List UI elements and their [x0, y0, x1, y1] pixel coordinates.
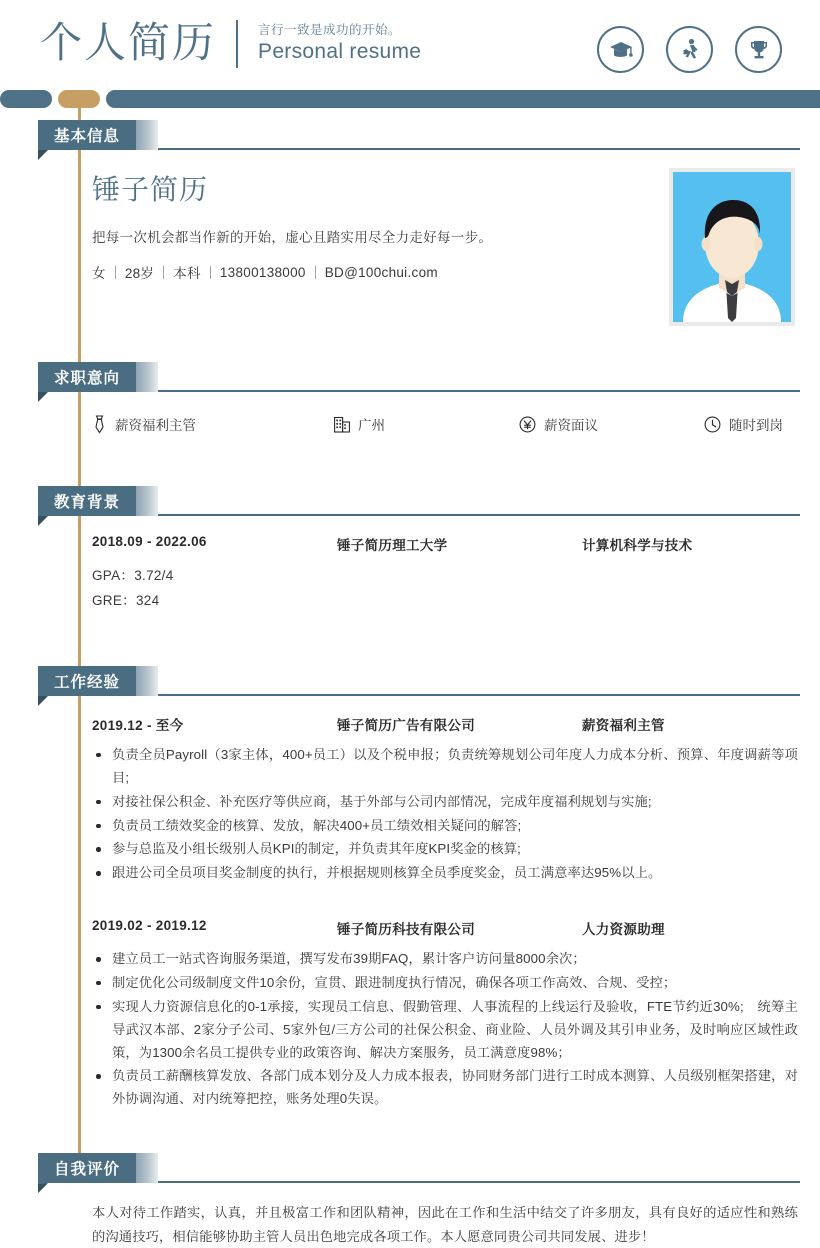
page-title: 个人简历	[40, 19, 217, 66]
education-entry	[78, 516, 820, 614]
ribbon-fold	[38, 150, 48, 160]
ribbon-education	[38, 486, 820, 516]
deco-segment-right	[106, 90, 820, 108]
header-icon-group	[597, 26, 782, 73]
work-entry-head	[92, 714, 820, 734]
ribbon-self-evaluation	[38, 1153, 820, 1183]
section-job-intent	[0, 362, 820, 434]
building-icon	[334, 416, 350, 433]
job-intent-body	[78, 392, 820, 434]
intent-position	[92, 414, 334, 434]
ribbon-rule	[158, 694, 800, 696]
subtitle-english: Personal resume	[258, 40, 422, 64]
basic-info-text	[78, 168, 492, 326]
decorative-bar	[0, 90, 820, 108]
ribbon-work-experience	[38, 666, 820, 696]
job-intent-row	[78, 392, 820, 434]
intent-city	[334, 414, 519, 434]
work-experience-body	[78, 696, 820, 1111]
avatar	[669, 168, 795, 326]
ribbon-tail	[136, 486, 158, 516]
ribbon-fold	[38, 392, 48, 402]
person-motto: 把每一次机会都当作新的开始，虚心且踏实用尽全力走好每一步。	[92, 230, 493, 245]
clock-icon	[704, 416, 721, 433]
meta-separator	[315, 266, 316, 279]
subtitle-chinese: 言行一致是成功的开始。	[258, 23, 402, 38]
subtitle-group	[258, 23, 421, 64]
intent-position-label: 薪资福利主管	[115, 418, 196, 433]
ribbon-tail	[136, 1153, 158, 1183]
list-item: 参与总监及小组长级别人员KPI的制定，并负责其年度KPI奖金的核算;	[92, 838, 798, 861]
meta-separator	[115, 266, 116, 279]
self-evaluation-body	[78, 1183, 820, 1248]
work-date: 2019.12 - 至今	[92, 717, 184, 733]
ribbon-tail	[136, 362, 158, 392]
graduation-cap-icon	[597, 26, 644, 73]
work-role: 薪资福利主管	[582, 717, 665, 733]
education-school: 锤子简历理工大学	[337, 538, 448, 553]
ribbon-job-intent	[38, 362, 820, 392]
list-item: 跟进公司全员项目奖金制度的执行，并根据规则核算全员季度奖金，员工满意率达95%以上。	[92, 862, 798, 885]
ribbon-tail	[136, 120, 158, 150]
work-entry	[78, 900, 820, 1111]
ribbon-fold	[38, 696, 48, 706]
ribbon-rule	[158, 514, 800, 516]
meta-age: 28岁	[124, 266, 155, 281]
meta-degree: 本科	[173, 266, 201, 281]
meta-gender: 女	[92, 266, 106, 281]
work-bullet-list	[92, 744, 820, 885]
page-header	[0, 0, 820, 88]
section-self-evaluation	[0, 1153, 820, 1248]
title-divider	[236, 20, 238, 68]
necktie-icon	[92, 415, 107, 434]
work-date: 2019.02 - 2019.12	[92, 918, 207, 934]
section-title: 自我评价	[38, 1153, 136, 1183]
section-education	[0, 486, 820, 614]
education-date: 2018.09 - 2022.06	[92, 534, 207, 549]
education-gpa: GPA：3.72/4	[92, 568, 174, 583]
education-body	[78, 516, 820, 614]
list-item: 负责员工绩效奖金的核算、发放，解决400+员工绩效相关疑问的解答;	[92, 815, 798, 838]
education-major: 计算机科学与技术	[582, 538, 693, 553]
education-entry-head	[92, 534, 820, 554]
meta-separator	[210, 266, 211, 279]
header-title-group	[40, 20, 421, 68]
basic-info-body	[78, 150, 820, 326]
intent-salary-label: 薪资面议	[544, 418, 598, 433]
entry-spacer	[78, 886, 820, 900]
meta-email: BD@100chui.com	[324, 264, 438, 280]
ribbon-fold	[38, 1183, 48, 1193]
ribbon-rule	[158, 148, 800, 150]
ribbon-fold	[38, 516, 48, 526]
list-item: 对接社保公积金、补充医疗等供应商，基于外部与公司内部情况，完成年度福利规划与实施;	[92, 791, 798, 814]
meta-phone: 13800138000	[219, 264, 306, 280]
ribbon-basic-info	[38, 120, 820, 150]
section-title: 基本信息	[38, 120, 136, 150]
deco-segment-left	[0, 90, 52, 108]
education-gre: GRE：324	[92, 592, 160, 608]
intent-availability-label: 随时到岗	[729, 418, 783, 433]
section-title: 教育背景	[38, 486, 136, 516]
intent-salary	[519, 414, 704, 434]
work-company: 锤子简历科技有限公司	[337, 922, 475, 938]
person-meta-row	[92, 262, 492, 282]
meta-separator	[163, 266, 164, 279]
ribbon-tail	[136, 666, 158, 696]
section-basic-info	[0, 120, 820, 326]
list-item: 负责全员Payroll（3家主体，400+员工）以及个税申报；负责统筹规划公司年度人力成本分析、预算、年度调薪等项目;	[92, 744, 798, 790]
list-item: 制定优化公司级制度文件10余份，宣贯、跟进制度执行情况，确保各项工作高效、合规、受控；	[92, 972, 798, 995]
work-entry	[78, 696, 820, 885]
person-name: 锤子简历	[92, 174, 209, 205]
section-title: 求职意向	[38, 362, 136, 392]
list-item: 负责员工薪酬核算发放、各部门成本划分及人力成本报表，协同财务部门进行工时成本测算、人员级别框架搭建，对外协调沟通、对内统筹把控，账务处理0失误。	[92, 1065, 798, 1111]
work-entry-head	[92, 918, 820, 938]
self-evaluation-text: 本人对待工作踏实，认真，并且极富工作和团队精神，因此在工作和生活中结交了许多朋友，具有良好的适应性和熟练的沟通技巧，相信能够协助主管人员出色地完成各项工作。本人愿意同贵公司共同发展、进步！	[92, 1205, 798, 1244]
section-title: 工作经验	[38, 666, 136, 696]
section-work-experience	[0, 666, 820, 1111]
ribbon-rule	[158, 390, 800, 392]
salary-yen-icon	[519, 416, 536, 433]
businessman-walking-icon	[666, 26, 713, 73]
work-bullet-list	[92, 948, 820, 1111]
list-item: 实现人力资源信息化的0-1承接，实现员工信息、假勤管理、人事流程的上线运行及验收，FTE节约近30%; 统筹主导武汉本部、2家分子公司、5家外包/三方公司的社保公积金、商业险、人员外调及其引申业务，及时响应区域性政策，为1300余名员工提供专业的政策咨询、解决方案服务，员工满意度98%；	[92, 996, 798, 1065]
ribbon-rule	[158, 1181, 800, 1183]
intent-availability	[704, 414, 783, 434]
work-company: 锤子简历广告有限公司	[337, 717, 475, 733]
intent-city-label: 广州	[358, 418, 385, 433]
trophy-icon	[735, 26, 782, 73]
list-item: 建立员工一站式咨询服务渠道，撰写发布39期FAQ，累计客户访问量8000余次；	[92, 948, 798, 971]
work-role: 人力资源助理	[582, 922, 665, 938]
